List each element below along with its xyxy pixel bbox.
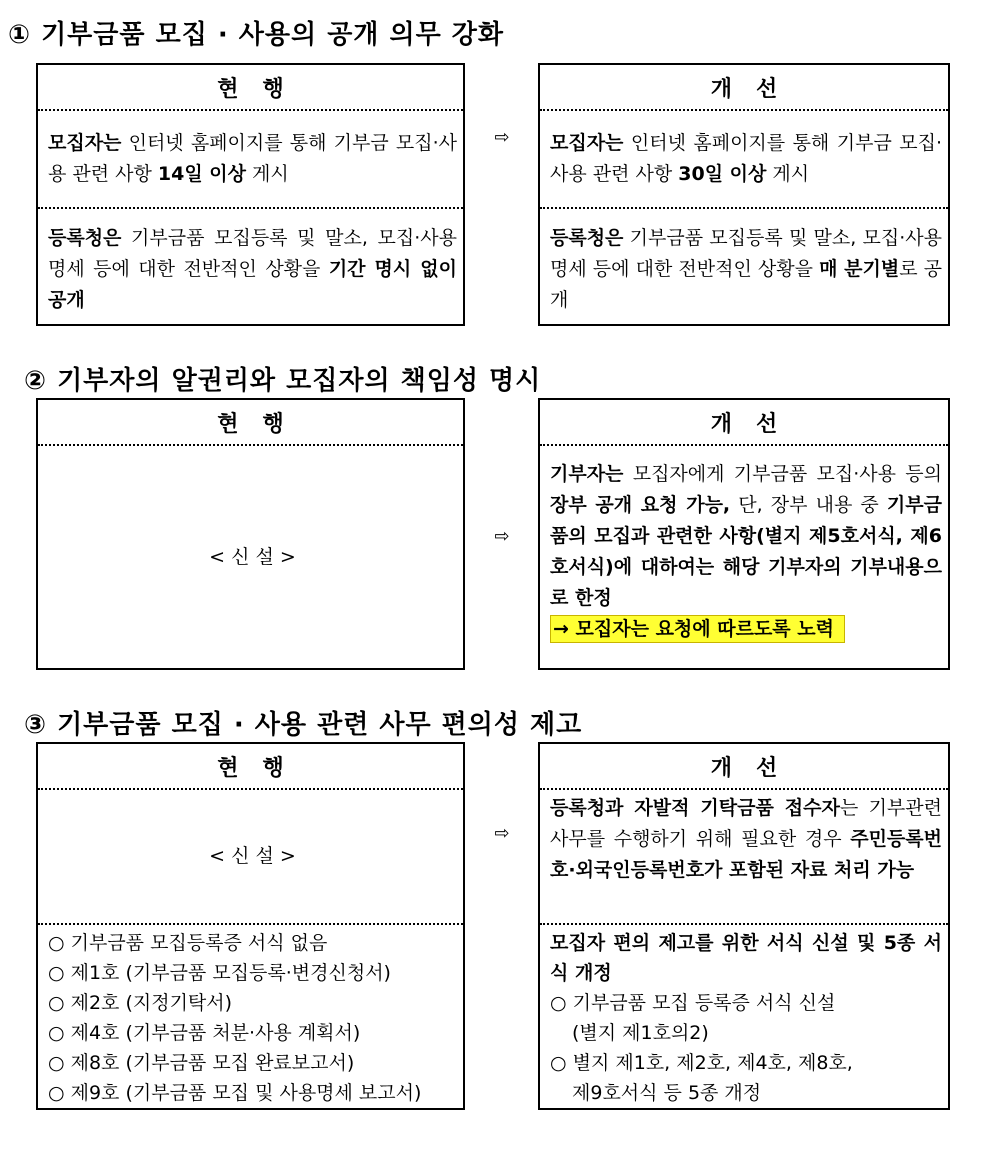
current-form-list (38, 923, 463, 1108)
list-item: ○ 제4호 (기부금품 처분·사용 계획서) (48, 1022, 361, 1044)
section3-improved-box (538, 742, 950, 1110)
current-header: 현행 (38, 65, 463, 111)
section3-arrow-icon: ⇨ (494, 823, 510, 844)
section2-title: ② 기부자의 알권리와 모집자의 책임성 명시 (24, 366, 542, 396)
new-provision-label: < 신 설 > (209, 845, 296, 867)
new-provision-label: < 신 설 > (209, 545, 296, 568)
list-item: ○ 제8호 (기부금품 모집 완료보고서) (48, 1052, 355, 1074)
current-header: 현행 (38, 744, 463, 790)
list-item: ○ 제2호 (지정기탁서) (48, 992, 233, 1014)
section1-title: ① 기부금품 모집 · 사용의 공개 의무 강화 (8, 20, 504, 50)
improved-header: 개선 (540, 400, 948, 446)
section1-current-box (36, 63, 465, 326)
improved-row-2: 등록청은 기부금품 모집등록 및 말소, 모집·사용명세 등에 대한 전반적인 상황을 매 분기별로 공개 (540, 207, 948, 324)
list-item: ○ 별지 제1호, 제2호, 제4호, 제8호, (550, 1052, 853, 1074)
section2-current-box (36, 398, 465, 670)
highlight-note: → 모집자는 요청에 따르도록 노력 (550, 615, 845, 643)
list-item: ○ 제9호 (기부금품 모집 및 사용명세 보고서) (48, 1082, 422, 1104)
section1-arrow-icon: ⇨ (494, 127, 510, 148)
list-item: ○ 기부금품 모집등록증 서식 없음 (48, 932, 328, 954)
list-item-continuation: (별지 제1호의2) (572, 1022, 709, 1044)
improved-row-1: 기부자는 모집자에게 기부금품 모집·사용 등의 장부 공개 요청 가능, 단, 장부 내용 중 기부금품의 모집과 관련한 사항(별지 제5호서식, 제6호서식)에 대하여는 해당 기부자의 기부내용으로 한정 → 모집자는 요청에 따르도록 노력 (540, 446, 948, 668)
list-item-continuation: 제9호서식 등 5종 개정 (572, 1082, 762, 1104)
section3-title: ③ 기부금품 모집 · 사용 관련 사무 편의성 제고 (24, 710, 583, 740)
current-header: 현행 (38, 400, 463, 446)
current-row-2: 등록청은 기부금품 모집등록 및 말소, 모집·사용명세 등에 대한 전반적인 상황을 기간 명시 없이 공개 (38, 207, 463, 324)
improved-row-2: 모집자 편의 제고를 위한 서식 신설 및 5종 서식 개정 ○ 기부금품 모집 등록증 서식 신설 (별지 제1호의2) ○ 별지 제1호, 제2호, 제4호, 제8호, 제9호서식 등 5종 개정 (540, 923, 948, 1108)
improved-row-1: 모집자는 인터넷 홈페이지를 통해 기부금 모집·사용 관련 사항 30일 이상 게시 (550, 132, 942, 185)
current-row-1: 모집자는 인터넷 홈페이지를 통해 기부금 모집·사용 관련 사항 14일 이상 게시 (48, 132, 457, 185)
improved-header: 개선 (540, 65, 948, 111)
improved-header: 개선 (540, 744, 948, 790)
section2-arrow-icon: ⇨ (494, 526, 510, 547)
section1-improved-box (538, 63, 950, 326)
section3-current-box (36, 742, 465, 1110)
list-item: ○ 기부금품 모집 등록증 서식 신설 (550, 992, 836, 1014)
section2-improved-box (538, 398, 950, 670)
improved-row-1: 등록청과 자발적 기탁금품 접수자는 기부관련 사무를 수행하기 위해 필요한 경우 주민등록번호·외국인등록번호가 포함된 자료 처리 가능 (550, 797, 942, 881)
list-item: ○ 제1호 (기부금품 모집등록·변경신청서) (48, 962, 391, 984)
